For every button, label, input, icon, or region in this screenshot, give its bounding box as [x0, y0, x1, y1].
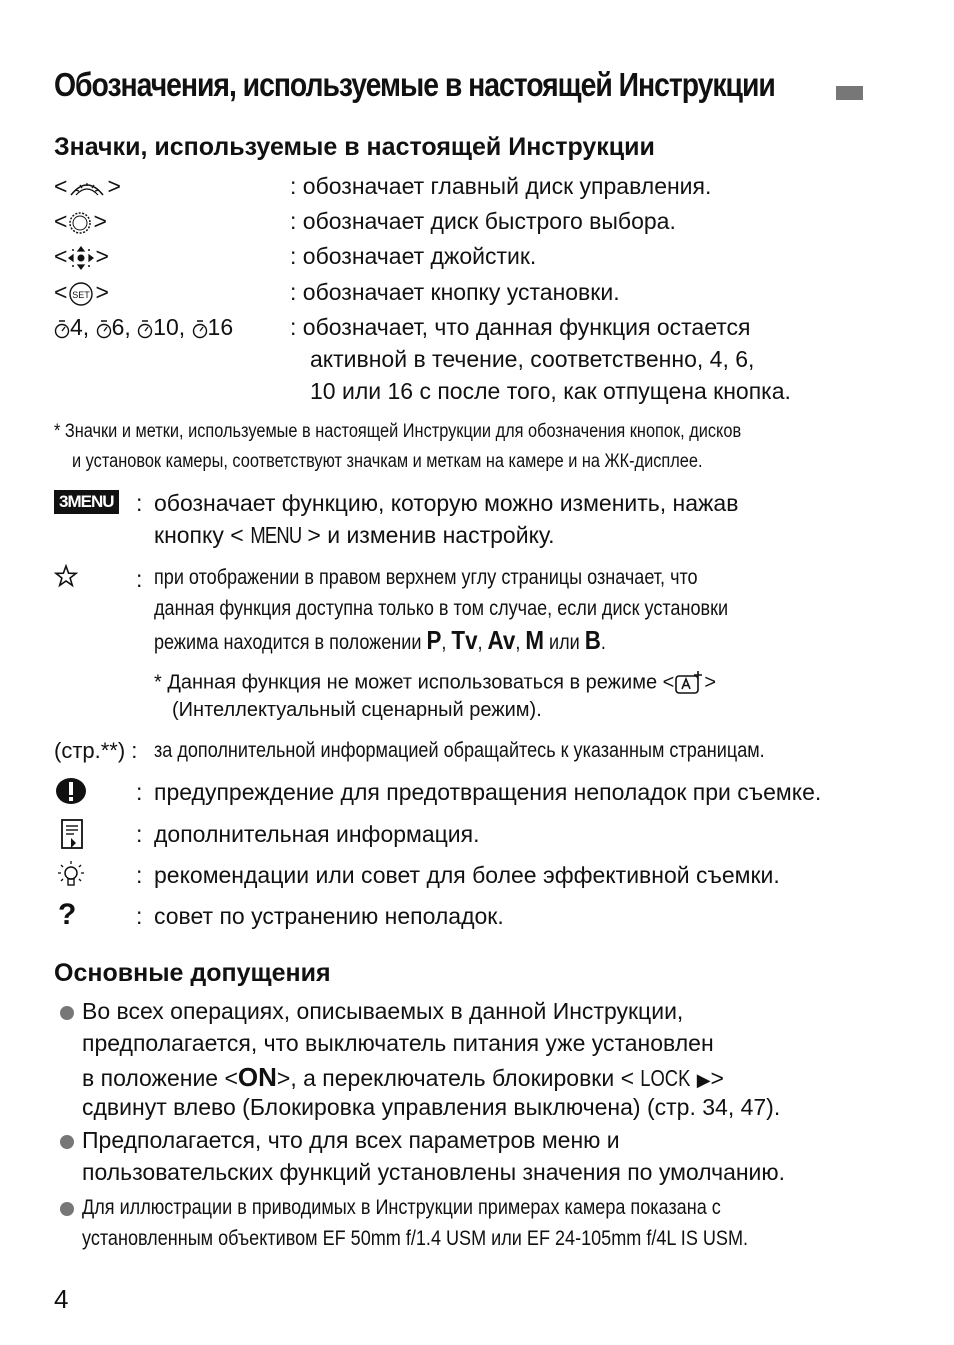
main-dial-icon: < >	[54, 173, 121, 199]
assumption-1-line1: Во всех операциях, описываемых в данной Инструкции,	[82, 998, 684, 1024]
set-button-icon: < SET >	[54, 279, 109, 305]
assumption-3-line1: Для иллюстрации в приводимых в Инструкции примерах камера показана с	[82, 1196, 721, 1219]
page-number: 4	[54, 1284, 69, 1314]
title-marker-bar	[836, 86, 863, 100]
colon: :	[136, 862, 143, 888]
timer-icons: 4, 6, 10, 16	[54, 314, 233, 341]
assumption-1-line3: в положение <ON>, а переключатель блокировки < LOCK ▶>	[82, 1062, 724, 1092]
assumption-2-line2: пользовательских функций установлены значения по умолчанию.	[82, 1159, 786, 1185]
timer-icon	[96, 318, 112, 340]
mode-av: Av	[487, 625, 516, 655]
assumption-2-line1: Предполагается, что для всех параметров меню и	[82, 1127, 620, 1153]
page-ref-desc: за дополнительной информацией обращайтесь к указанным страницам.	[154, 739, 765, 762]
star-def-line3: режима находится в положении P, Tv, Av, M или B.	[154, 625, 606, 655]
menu-def-line1: обозначает функцию, которую можно изменить, нажав	[154, 490, 739, 516]
multi-controller-icon: < >	[54, 243, 109, 269]
colon: :	[136, 566, 143, 592]
icons-note-line2: и установок камеры, соответствуют значкам и меткам на камере и на ЖК-дисплее.	[72, 451, 703, 472]
quick-control-dial-icon: < >	[54, 208, 107, 234]
colon: :	[136, 779, 143, 805]
timer-desc-line2: активной в течение, соответственно, 4, 6,	[310, 346, 755, 372]
mode-tv: Tv	[451, 625, 478, 655]
memo-desc: дополнительная информация.	[154, 821, 480, 847]
trouble-desc: совет по устранению неполадок.	[154, 903, 504, 929]
lightbulb-icon	[56, 860, 86, 895]
scene-intelligent-auto-icon	[674, 670, 704, 696]
lock-arrow-icon: ▶	[696, 1070, 711, 1090]
lock-label: LOCK	[640, 1065, 691, 1091]
menu-word: MENU	[250, 522, 302, 548]
menu-def-line2: кнопку < MENU > и изменив настройку.	[154, 522, 555, 548]
memo-icon	[60, 818, 84, 855]
colon: :	[136, 903, 143, 929]
joystick-desc: : обозначает джойстик.	[290, 243, 537, 269]
menu-badge-icon: 3MENU	[54, 490, 119, 514]
colon: :	[136, 821, 143, 847]
timer-desc: : обозначает, что данная функция остается	[290, 314, 751, 340]
mode-m: M	[525, 625, 544, 655]
timer-icon	[54, 318, 70, 340]
main-dial-desc: : обозначает главный диск управления.	[290, 173, 712, 199]
bullet-icon	[60, 1006, 74, 1020]
icons-section-heading: Значки, используемые в настоящей Инструкции	[54, 133, 655, 161]
assumptions-heading: Основные допущения	[54, 959, 331, 987]
star-def-line2: данная функция доступна только в том случае, если диск установки	[154, 597, 729, 620]
warning-icon	[54, 777, 88, 810]
svg-text:SET: SET	[72, 289, 91, 300]
assumption-3-line2: установленным объективом EF 50mm f/1.4 USM или EF 24-105mm f/4L IS USM.	[82, 1227, 749, 1250]
page-title: Обозначения, используемые в настоящей Инструкции	[54, 66, 775, 103]
timer-label-10: 10	[153, 314, 179, 340]
star-def-line1: при отображении в правом верхнем углу страницы означает, что	[154, 566, 698, 589]
warning-desc: предупреждение для предотвращения неполадок при съемке.	[154, 779, 822, 805]
icons-note-line1: * Значки и метки, используемые в настоящей Инструкции для обозначения кнопок, дисков	[54, 421, 742, 442]
timer-label-16: 16	[207, 314, 234, 340]
power-on-label: ON	[237, 1062, 277, 1092]
colon: :	[136, 490, 143, 516]
mode-p: P	[426, 625, 442, 655]
tip-desc: рекомендации или совет для более эффективной съемки.	[154, 862, 780, 888]
question-mark-icon: ?	[58, 898, 77, 931]
timer-icon	[137, 318, 153, 340]
mode-b: B	[584, 625, 601, 655]
timer-label-4: 4	[70, 314, 83, 340]
timer-label-6: 6	[111, 314, 125, 340]
set-button-desc: : обозначает кнопку установки.	[290, 279, 620, 305]
bullet-icon	[60, 1135, 74, 1149]
star-note-line1: * Данная функция не может использоваться в режиме < >	[154, 670, 716, 696]
assumption-1-line4: сдвинут влево (Блокировка управления выключена) (стр. 34, 47).	[82, 1094, 781, 1120]
page-ref-label: (стр.**) :	[54, 738, 138, 763]
star-icon	[54, 564, 78, 593]
timer-desc-line3: 10 или 16 с после того, как отпущена кнопка.	[310, 378, 791, 404]
star-note-line2: (Интеллектуальный сценарный режим).	[172, 699, 542, 721]
bullet-icon	[60, 1202, 74, 1216]
quick-dial-desc: : обозначает диск быстрого выбора.	[290, 208, 676, 234]
timer-icon	[192, 318, 208, 340]
assumption-1-line2: предполагается, что выключатель питания уже установлен	[82, 1030, 714, 1056]
